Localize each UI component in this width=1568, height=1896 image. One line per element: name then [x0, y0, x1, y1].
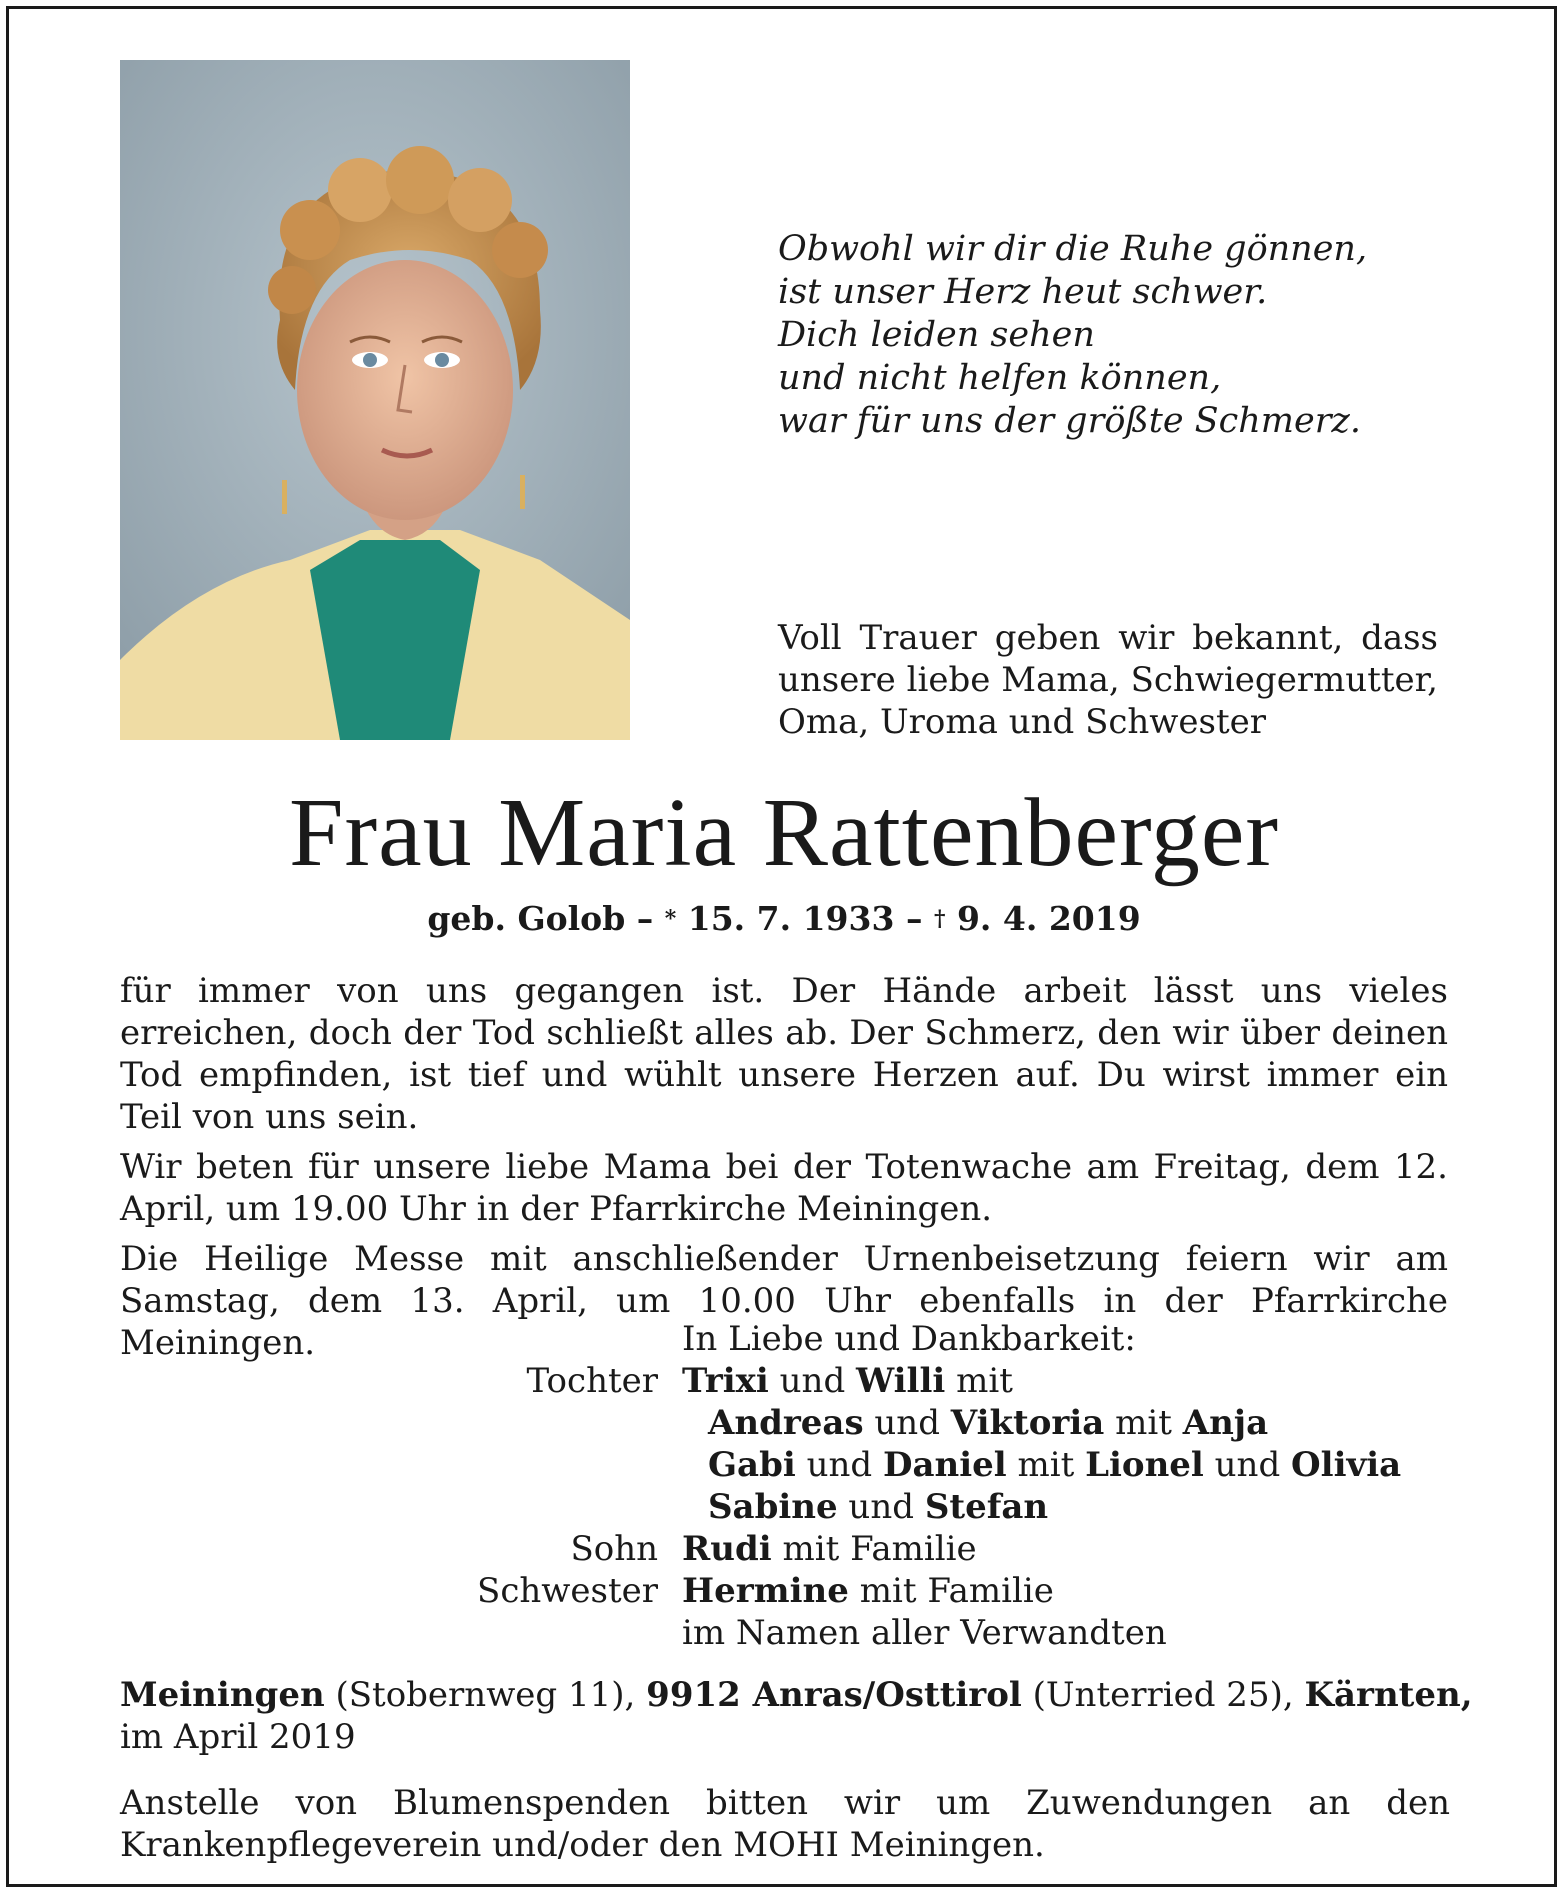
announcement-word: wir	[1118, 618, 1175, 658]
family-list	[0, 1318, 1568, 1654]
family-closing: im Namen aller Verwandten	[682, 1613, 1167, 1653]
family-names	[682, 1360, 1013, 1402]
connector: mit	[1006, 1445, 1086, 1485]
person-name: Anja	[1182, 1403, 1269, 1443]
family-row	[0, 1360, 1568, 1402]
deceased-name: Frau Maria Rattenberger	[289, 779, 1279, 887]
connector: und	[863, 1403, 951, 1443]
relation-label: Tochter	[526, 1361, 658, 1401]
dash: –	[625, 899, 665, 938]
street: (Unterried 25),	[1021, 1675, 1305, 1715]
connector: und	[837, 1487, 925, 1527]
family-row	[0, 1570, 1568, 1612]
birth-death-dates	[0, 898, 1568, 940]
dash: –	[894, 899, 934, 938]
person-name: Rudi	[682, 1529, 772, 1569]
family-names	[708, 1486, 1048, 1528]
poem-line: Obwohl wir dir die Ruhe gönnen,	[778, 229, 1368, 269]
death-date: 9. 4. 2019	[945, 899, 1141, 938]
birth-symbol: *	[664, 906, 677, 932]
family-intro: In Liebe und Dankbarkeit:	[682, 1319, 1136, 1359]
birth-date: 15. 7. 1933	[676, 899, 895, 938]
announcement-word: Schwiegermutter,	[1130, 660, 1438, 700]
poem-line: war für uns der größte Schmerz.	[778, 401, 1361, 441]
person-name: Lionel	[1085, 1445, 1204, 1485]
portrait-photo	[120, 60, 630, 740]
address-date: im April 2019	[120, 1717, 356, 1757]
person-name: Andreas	[708, 1403, 864, 1443]
announcement-word: bekannt,	[1192, 618, 1344, 658]
relation-label: Schwester	[477, 1571, 658, 1611]
family-names	[708, 1444, 1401, 1486]
poem-line: und nicht helfen können,	[778, 358, 1222, 398]
family-row	[0, 1486, 1568, 1528]
announcement-line-3: Oma, Uroma und Schwester	[778, 702, 1267, 742]
person-name: Sabine	[708, 1487, 838, 1527]
connector: mit Familie	[848, 1571, 1054, 1611]
connector: mit	[1104, 1403, 1183, 1443]
announcement-line-1	[778, 617, 1438, 659]
paragraph-farewell: für immer von uns gegangen ist. Der Hände arbeit lässt uns vieles erreichen, doch der Tod schließt alles ab. Der Schmerz, den wir über deinen Tod empfinden, ist tief und wühlt unsere Herzen auf. Du wirst immer ein Teil von uns sein.	[120, 971, 1448, 1137]
person-name: Viktoria	[950, 1403, 1105, 1443]
connector: und	[795, 1445, 883, 1485]
poem-line: ist unser Herz heut schwer.	[778, 272, 1268, 312]
announcement-word: dass	[1361, 618, 1438, 658]
person-name: Stefan	[924, 1487, 1049, 1527]
connector: und	[1203, 1445, 1292, 1485]
place-name: 9912 Anras/Osttirol	[646, 1675, 1022, 1715]
family-row	[0, 1444, 1568, 1486]
poem	[778, 228, 1478, 443]
person-name: Hermine	[682, 1571, 849, 1611]
place-name: Meiningen	[120, 1675, 325, 1715]
address-block	[120, 1674, 1473, 1758]
poem-line: Dich leiden sehen	[778, 315, 1095, 355]
person-name: Gabi	[708, 1445, 796, 1485]
family-row	[0, 1528, 1568, 1570]
street: (Stobernweg 11),	[324, 1675, 647, 1715]
person-name: Olivia	[1291, 1445, 1402, 1485]
paragraph-wake: Wir beten für unsere liebe Mama bei der Totenwache am Freitag, dem 12. April, um 19.00 Uhr in der Pfarrkirche Meiningen.	[120, 1147, 1448, 1229]
person-name: Willi	[856, 1361, 946, 1401]
announcement-word: geben	[994, 618, 1101, 658]
relation-label: Sohn	[570, 1529, 658, 1569]
connector: mit	[945, 1361, 1013, 1401]
family-row	[0, 1612, 1568, 1654]
announcement	[778, 617, 1438, 743]
family-names	[708, 1402, 1268, 1444]
connector: mit Familie	[771, 1529, 977, 1569]
announcement-word: unsere	[778, 660, 896, 700]
death-symbol: †	[933, 906, 946, 932]
place-name: Kärnten,	[1304, 1675, 1473, 1715]
connector: und	[768, 1361, 857, 1401]
address-line	[120, 1674, 1473, 1716]
announcement-word: liebe	[906, 660, 991, 700]
family-names	[682, 1570, 1054, 1612]
person-name: Trixi	[682, 1361, 769, 1401]
announcement-word: Voll	[778, 618, 842, 658]
announcement-word: Mama,	[1001, 660, 1120, 700]
portrait-image	[120, 60, 630, 740]
paragraph-mass: Die Heilige Messe mit anschließender Urnenbeisetzung feiern wir am Samstag, dem 13. April, um 10.00 Uhr ebenfalls in der Pfarrkirche Meiningen.	[120, 1239, 1448, 1363]
announcement-word: Trauer	[859, 618, 977, 658]
family-row	[0, 1402, 1568, 1444]
obituary-text	[120, 970, 1448, 1372]
family-names	[682, 1528, 977, 1570]
born-name: geb. Golob	[427, 899, 626, 938]
announcement-line-2	[778, 659, 1438, 701]
donation-note: Anstelle von Blumenspenden bitten wir um Zuwendungen an den Krankenpflegeverein und/oder den MOHI Meiningen.	[120, 1783, 1450, 1865]
person-name: Daniel	[882, 1445, 1007, 1485]
family-row	[0, 1318, 1568, 1360]
